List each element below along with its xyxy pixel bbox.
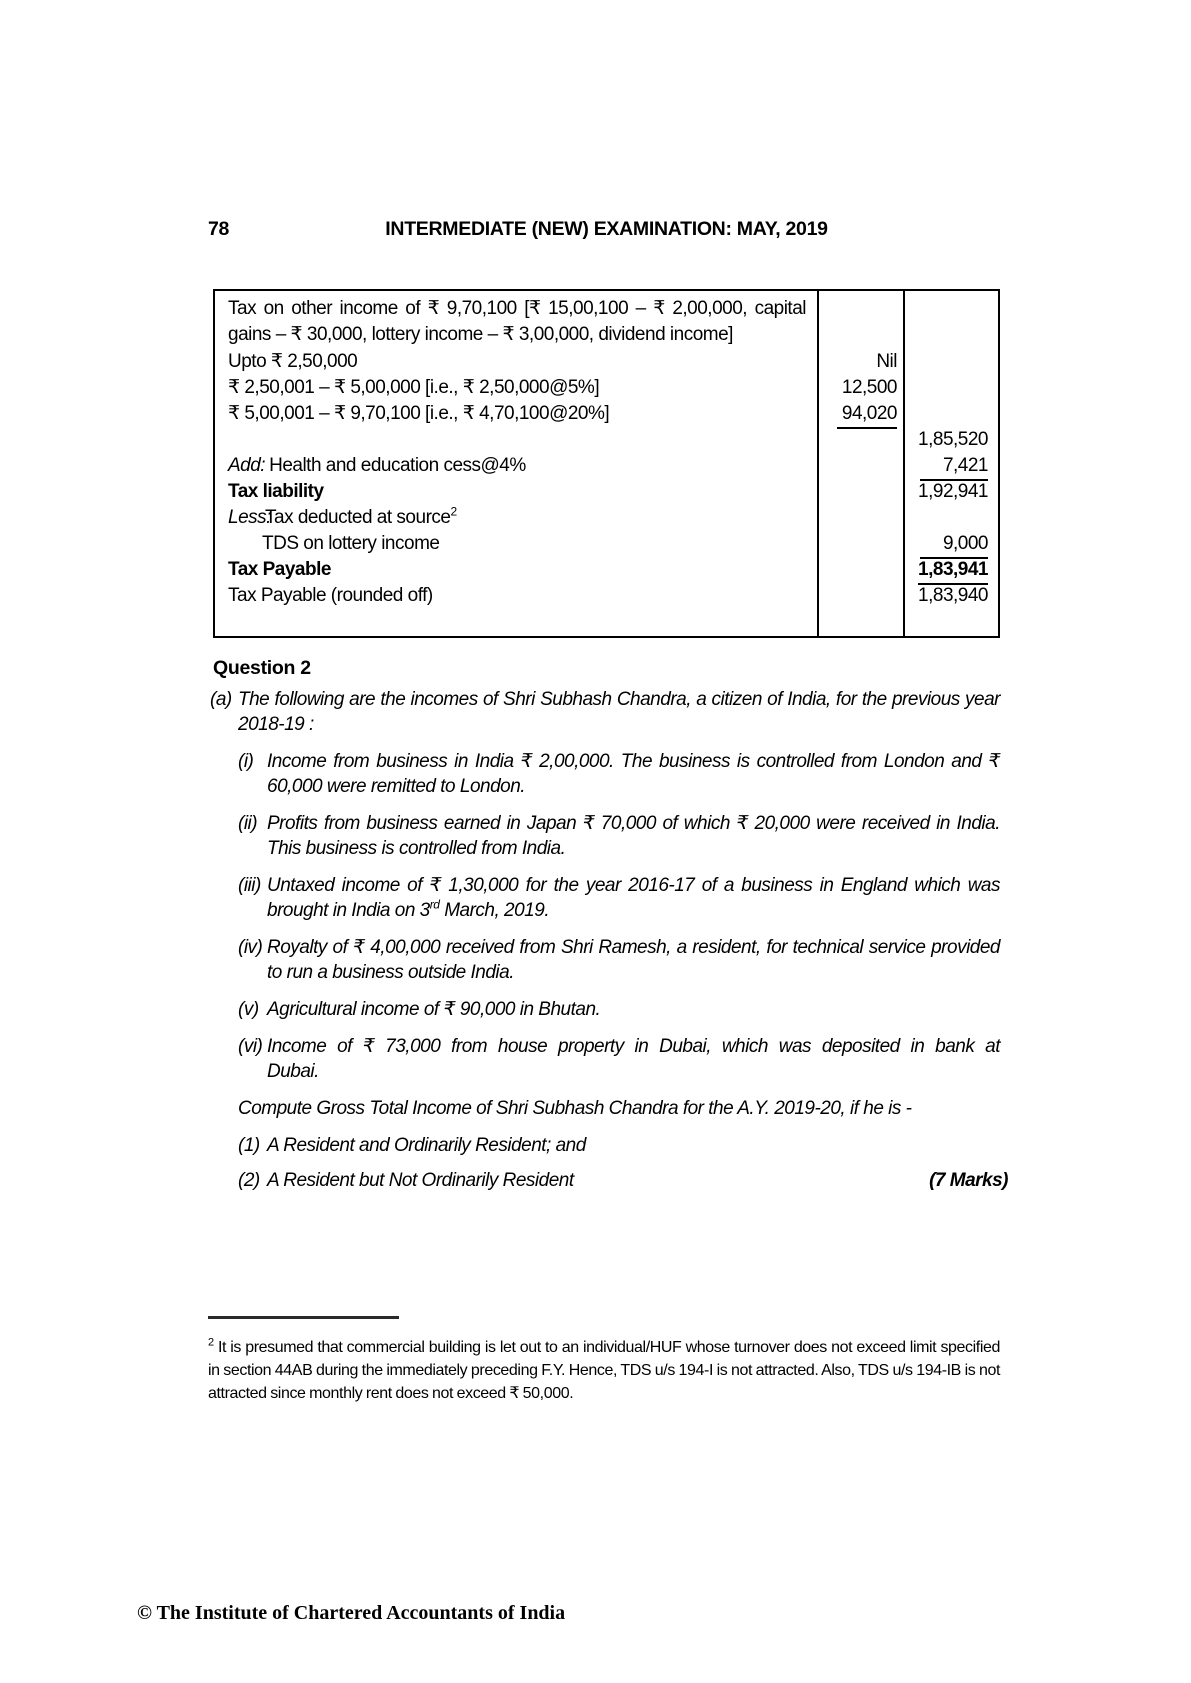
item-text: Income of ₹ 73,000 from house property in Dubai, which was deposited in bank at Dubai.: [267, 1036, 1000, 1082]
table-cell-desc: TDS on lottery income: [262, 533, 440, 554]
table-row: [215, 479, 998, 505]
part-label: (a): [210, 689, 232, 710]
item-text: Royalty of ₹ 4,00,000 received from Shri Ramesh, a resident, for technical service provided to run a business outside India.: [267, 937, 1000, 983]
item-label: (vi): [238, 1036, 263, 1057]
part-intro-text: The following are the incomes of Shri Subhash Chandra, a citizen of India, for the previous year 2018-19 :: [238, 689, 1000, 735]
table-row: [215, 349, 998, 375]
underlined-amount: 1,83,941: [918, 557, 988, 585]
item-text: Profits from business earned in Japan ₹ 70,000 of which ₹ 20,000 were received in India. This business is controlled from India.: [267, 813, 1000, 859]
table-cell-total: [905, 557, 988, 585]
question-item-iv: [213, 935, 1000, 985]
table-cell-desc: [228, 505, 806, 531]
item-label: (ii): [238, 813, 258, 834]
table-row: [215, 375, 998, 401]
table-cell-desc: Tax Payable: [228, 559, 331, 580]
table-row: [215, 583, 998, 609]
option-text: A Resident and Ordinarily Resident; and: [267, 1135, 586, 1156]
row-text: Tax deducted at source: [265, 507, 451, 528]
page-header: [208, 218, 1000, 246]
tax-computation-table: [213, 289, 1000, 638]
item-text: March, 2019.: [439, 900, 550, 921]
footnote-number: 2: [208, 1336, 214, 1349]
add-prefix: Add:: [228, 455, 266, 476]
table-cell-total: 1,83,940: [918, 585, 988, 606]
table-cell-desc: Upto ₹ 2,50,000: [228, 351, 358, 372]
item-text: Untaxed income of ₹ 1,30,000 for the year 2016-17 of a business in England which was brought in India on 3: [267, 875, 1000, 921]
underlined-amount: 9,000: [920, 531, 988, 559]
item-label: (iv): [238, 937, 263, 958]
item-label: (i): [238, 751, 254, 772]
table-cell-desc: Tax on other income of ₹ 9,70,100 [₹ 15,00,100 – ₹ 2,00,000, capital gains – ₹ 30,000, lottery income – ₹ 3,00,000, dividend income]: [228, 298, 806, 345]
table-cell-desc: [228, 453, 806, 479]
table-cell-amount: [817, 401, 897, 429]
table-row: [215, 296, 998, 348]
table-cell-desc: Tax liability: [228, 481, 324, 502]
table-row: [215, 401, 998, 427]
footnote-separator: [208, 1316, 399, 1319]
less-prefix: Less:: [228, 507, 271, 528]
question-item-ii: [213, 811, 1000, 861]
table-row: [215, 531, 998, 557]
question-part-a: [210, 687, 1000, 737]
table-row: [215, 505, 998, 531]
table-cell-total: 1,85,520: [918, 429, 988, 450]
table-row: [215, 453, 998, 479]
item-text: Agricultural income of ₹ 90,000 in Bhutan.: [267, 999, 601, 1020]
item-label: (iii): [238, 875, 261, 896]
question-item-iii: [213, 873, 1000, 923]
option-label: (2): [238, 1170, 260, 1191]
footnote-text: It is presumed that commercial building is let out to an individual/HUF whose turnover does not exceed limit specified in section 44AB during the immediately preceding F.Y. Hence, TDS u/s 194-I is not attracted. Also, TDS u/s 194-IB is not attracted since monthly rent does not exceed ₹ 50,000.: [208, 1339, 1000, 1402]
table-cell-amount: Nil: [876, 351, 897, 372]
question-item-i: [213, 749, 1000, 799]
page-number: 78: [208, 218, 230, 240]
table-row: [215, 427, 998, 453]
table-row: [215, 557, 998, 583]
table-cell-desc: Tax Payable (rounded off): [228, 585, 433, 606]
option-label: (1): [238, 1135, 260, 1156]
option-2: [213, 1168, 1008, 1193]
option-1: [213, 1133, 1000, 1158]
compute-instruction: Compute Gross Total Income of Shri Subhash Chandra for the A.Y. 2019-20, if he is -: [238, 1098, 912, 1119]
row-text: Health and education cess@4%: [269, 455, 526, 476]
footnote: [208, 1336, 1000, 1405]
underlined-amount: 94,020: [837, 401, 897, 429]
question-heading: Question 2: [213, 657, 311, 679]
footnote-ref: 2: [450, 504, 457, 519]
table-cell-total: [905, 453, 988, 481]
copyright-notice: © The Institute of Chartered Accountants of India: [137, 1602, 566, 1624]
ordinal-suffix: rd: [429, 897, 440, 912]
item-label: (v): [238, 999, 259, 1020]
table-cell-total: [905, 531, 988, 559]
table-cell-desc: ₹ 2,50,001 – ₹ 5,00,000 [i.e., ₹ 2,50,000@5%]: [228, 377, 600, 398]
option-text: A Resident but Not Ordinarily Resident: [267, 1170, 574, 1191]
marks-label: (7 Marks): [929, 1170, 1008, 1191]
item-text: Income from business in India ₹ 2,00,000. The business is controlled from London and ₹ 60,000 were remitted to London.: [267, 751, 1000, 797]
table-cell-amount: 12,500: [841, 377, 897, 398]
question-item-vi: [213, 1034, 1000, 1084]
header-title: INTERMEDIATE (NEW) EXAMINATION: MAY, 2019: [385, 218, 828, 240]
table-cell-total: 1,92,941: [918, 481, 988, 502]
question-item-v: [213, 997, 1000, 1022]
question-section: [210, 656, 1008, 1203]
table-cell-desc: ₹ 5,00,001 – ₹ 9,70,100 [i.e., ₹ 4,70,100@20%]: [228, 403, 610, 424]
underlined-amount: 7,421: [920, 453, 988, 481]
